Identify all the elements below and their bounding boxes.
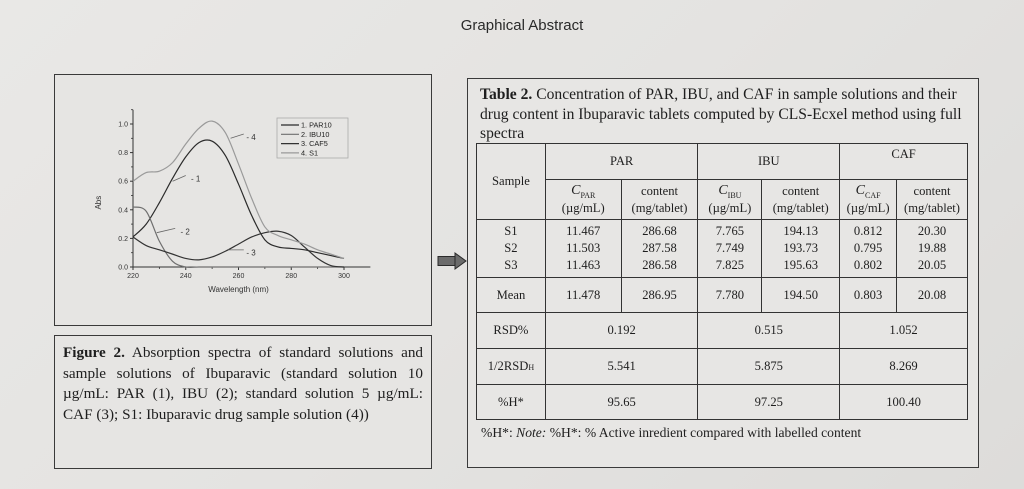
cell-value: 7.749 xyxy=(715,241,745,255)
content-unit: (mg/tablet) xyxy=(772,200,829,215)
sample-name: S1 xyxy=(504,224,518,238)
cell-value: 0.812 xyxy=(853,224,883,238)
legend-entry: 1. PAR10 xyxy=(301,120,332,130)
table-panel xyxy=(467,78,979,468)
cell-value: 20.05 xyxy=(917,258,947,272)
y-tick-label: 0.6 xyxy=(118,178,128,186)
legend-entry: 3. CAF5 xyxy=(301,139,328,149)
figure-caption xyxy=(54,335,432,469)
table-note xyxy=(481,425,861,441)
table-title xyxy=(480,85,972,144)
conc-unit: (µg/mL) xyxy=(708,201,752,215)
absorption-spectra-chart xyxy=(55,75,431,325)
content-unit: (mg/tablet) xyxy=(904,200,960,215)
x-tick-label: 260 xyxy=(232,273,245,280)
cell-conc-ibu xyxy=(698,220,762,278)
row-label-sub: H xyxy=(528,363,535,372)
cell-value: 20.08 xyxy=(897,278,968,313)
right-arrow-icon xyxy=(437,252,467,270)
conc-sub: IBU xyxy=(727,191,742,200)
page-title: Graphical Abstract xyxy=(460,17,584,34)
sample-names xyxy=(477,220,546,278)
conc-symbol: C xyxy=(855,183,865,198)
results-table xyxy=(476,143,968,420)
y-tick-label: 0.4 xyxy=(118,207,128,215)
conc-sub: PAR xyxy=(580,191,596,200)
cell-value: 287.58 xyxy=(642,241,677,255)
cell-value: 19.88 xyxy=(917,241,947,255)
table-row-half-rsdh xyxy=(477,349,968,385)
x-tick-label: 300 xyxy=(338,273,350,280)
row-label: %H* xyxy=(477,385,546,420)
cell-value: 0.515 xyxy=(698,313,840,349)
series-callout-label: - 1 xyxy=(191,174,201,184)
cell-value: 0.802 xyxy=(853,258,883,272)
figure-panel xyxy=(54,74,432,326)
content-label: content xyxy=(782,183,820,198)
header-content-caf xyxy=(897,180,968,220)
y-tick-label: 0.8 xyxy=(118,150,128,158)
cell-value: 11.503 xyxy=(566,241,601,255)
x-tick-label: 220 xyxy=(127,273,139,280)
table-label: Table 2. xyxy=(480,86,533,103)
header-conc-caf xyxy=(840,180,897,220)
sample-name: S3 xyxy=(504,258,518,272)
header-conc-ibu xyxy=(698,180,762,220)
header-group-par: PAR xyxy=(545,144,698,180)
cell-value: 195.63 xyxy=(783,258,819,272)
row-label xyxy=(477,349,546,385)
table-row-samples xyxy=(477,220,968,278)
row-label-text: 1/2RSD xyxy=(487,359,529,373)
header-content-par xyxy=(621,180,698,220)
content-label: content xyxy=(913,183,951,198)
series-callout-label: - 2 xyxy=(180,227,190,237)
cell-value: 286.95 xyxy=(621,278,698,313)
caption-label: Figure 2. xyxy=(63,344,125,361)
cell-value: 194.50 xyxy=(762,278,840,313)
cell-conc-par xyxy=(545,220,621,278)
conc-unit: (µg/mL) xyxy=(846,201,890,215)
cell-value: 193.73 xyxy=(783,241,819,255)
cell-value: 286.58 xyxy=(642,258,677,272)
cell-value: 8.269 xyxy=(840,349,968,385)
note-label: Note: xyxy=(516,425,547,440)
conc-unit: (µg/mL) xyxy=(561,201,605,215)
note-prefix: %H*: xyxy=(481,425,517,440)
header-group-ibu: IBU xyxy=(698,144,840,180)
header-group-caf xyxy=(840,144,968,180)
table-row-rsd xyxy=(477,313,968,349)
series-line-3 xyxy=(133,231,344,267)
y-tick-label: 0.0 xyxy=(118,264,128,272)
table-row-h-percent xyxy=(477,385,968,420)
cell-value: 1.052 xyxy=(840,313,968,349)
cell-value: 11.467 xyxy=(566,224,601,238)
note-text: %H*: % Active inredient compared with labelled content xyxy=(546,425,862,440)
series-callout-label: - 4 xyxy=(246,132,256,142)
cell-value: 7.780 xyxy=(698,278,762,313)
series-line-2 xyxy=(133,207,344,267)
x-tick-label: 280 xyxy=(285,273,298,280)
row-label: RSD% xyxy=(477,313,546,349)
cell-value: 95.65 xyxy=(545,385,698,420)
x-tick-label: 240 xyxy=(179,273,192,280)
table-row-mean xyxy=(477,278,968,313)
cell-conc-caf xyxy=(840,220,897,278)
table-title-text: Concentration of PAR, IBU, and CAF in sample solutions and their drug content in Ibuparavic tablets computed by CLS-Ecxel method using full spectra xyxy=(480,86,962,142)
y-tick-label: 0.2 xyxy=(118,235,128,243)
header-sample: Sample xyxy=(477,144,546,220)
y-axis-label: Abs xyxy=(94,195,103,210)
cell-value: 5.875 xyxy=(698,349,840,385)
conc-symbol: C xyxy=(718,183,728,198)
x-axis-label: Wavelength (nm) xyxy=(208,285,269,294)
content-label: content xyxy=(640,183,679,198)
caption-text: Absorption spectra of standard solutions and sample solutions of Ibuparavic (standard solution 10 µg/mL: PAR (1), IBU (2); standard solution 5 µg/mL: CAF (3); S1: Ibuparavic drug sample solution (4)) xyxy=(63,344,424,423)
cell-value: 97.25 xyxy=(698,385,840,420)
row-label: Mean xyxy=(477,278,546,313)
cell-content-caf xyxy=(897,220,968,278)
conc-symbol: C xyxy=(571,183,581,198)
header-content-ibu xyxy=(762,180,840,220)
cell-value: 11.463 xyxy=(566,258,601,272)
content-unit: (mg/tablet) xyxy=(631,200,688,215)
cell-value: 0.803 xyxy=(840,278,897,313)
cell-value: 7.765 xyxy=(715,224,745,238)
header-group-caf-label: CAF xyxy=(891,147,916,161)
cell-value: 0.795 xyxy=(853,241,883,255)
cell-content-par xyxy=(621,220,698,278)
header-conc-par xyxy=(545,180,621,220)
cell-value: 20.30 xyxy=(917,224,947,238)
cell-value: 11.478 xyxy=(545,278,621,313)
series-callout-label: - 3 xyxy=(246,248,256,258)
cell-value: 194.13 xyxy=(783,224,819,238)
cell-value: 7.825 xyxy=(715,258,745,272)
legend-entry: 4. S1 xyxy=(301,148,319,158)
legend-entry: 2. IBU10 xyxy=(301,129,330,139)
cell-value: 5.541 xyxy=(545,349,698,385)
conc-sub: CAF xyxy=(864,191,881,200)
cell-value: 286.68 xyxy=(642,224,677,238)
y-tick-label: 1.0 xyxy=(118,121,128,129)
sample-name: S2 xyxy=(504,241,518,255)
cell-value: 100.40 xyxy=(840,385,968,420)
cell-content-ibu xyxy=(762,220,840,278)
cell-value: 0.192 xyxy=(545,313,698,349)
